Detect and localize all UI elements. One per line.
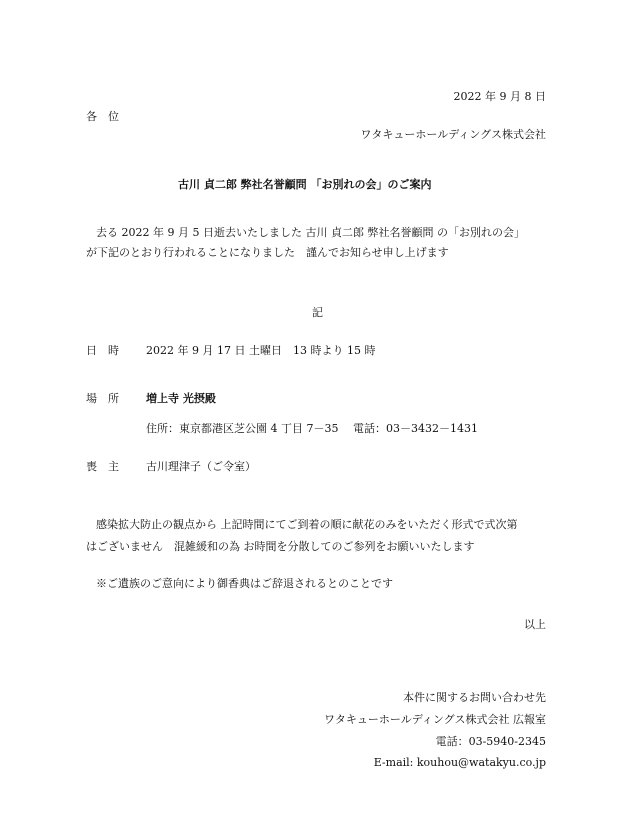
notice-line-1: 感染拡大防止の観点から 上記時間にてご到着の順に献花のみをいただく形式で式次第 — [96, 518, 518, 531]
contact-department: ワタキューホールディングス株式会社 広報室 — [324, 713, 546, 726]
contact-email[interactable]: E-mail: kouhou@watakyu.co.jp — [373, 756, 546, 769]
venue-name: 増上寺 光摂殿 — [146, 392, 216, 405]
schedule-value: 2022 年 9 月 17 日 土曜日 13 時より 15 時 — [146, 344, 376, 357]
venue-address: 住所：東京都港区芝公園 4 丁目 7－35 電話：03－3432－1431 — [146, 422, 478, 435]
chief-mourner-value: 古川理津子（ご令室） — [146, 460, 256, 473]
addressee: 各 位 — [86, 110, 119, 123]
closing-word: 以上 — [524, 618, 546, 631]
issue-date: 2022 年 9 月 8 日 — [453, 90, 546, 103]
contact-phone: 電話：03-5940-2345 — [435, 735, 546, 748]
schedule-label: 日 時 — [86, 344, 119, 357]
venue-label: 場 所 — [86, 392, 119, 405]
chief-mourner-label: 喪 主 — [86, 460, 119, 473]
document-title: 古川 貞二郎 弊社名誉顧問 「お別れの会」のご案内 — [178, 178, 432, 191]
contact-heading: 本件に関するお問い合わせ先 — [403, 691, 546, 704]
condolence-note: ※ご遺族のご意向により御香典はご辞退されるとのことです — [96, 577, 393, 590]
intro-line-2: が下記のとおり行われることになりました 謹んでお知らせ申し上げます — [86, 246, 449, 259]
ki-heading: 記 — [312, 306, 323, 319]
sender-company: ワタキューホールディングス株式会社 — [360, 128, 546, 141]
notice-line-2: はございません 混雑緩和の為 お時間を分散してのご参列をお願いいたします — [86, 540, 475, 553]
intro-line-1: 去る 2022 年 9 月 5 日逝去いたしました 古川 貞二郎 弊社名誉顧問 の「お別れの会」 — [96, 226, 525, 239]
